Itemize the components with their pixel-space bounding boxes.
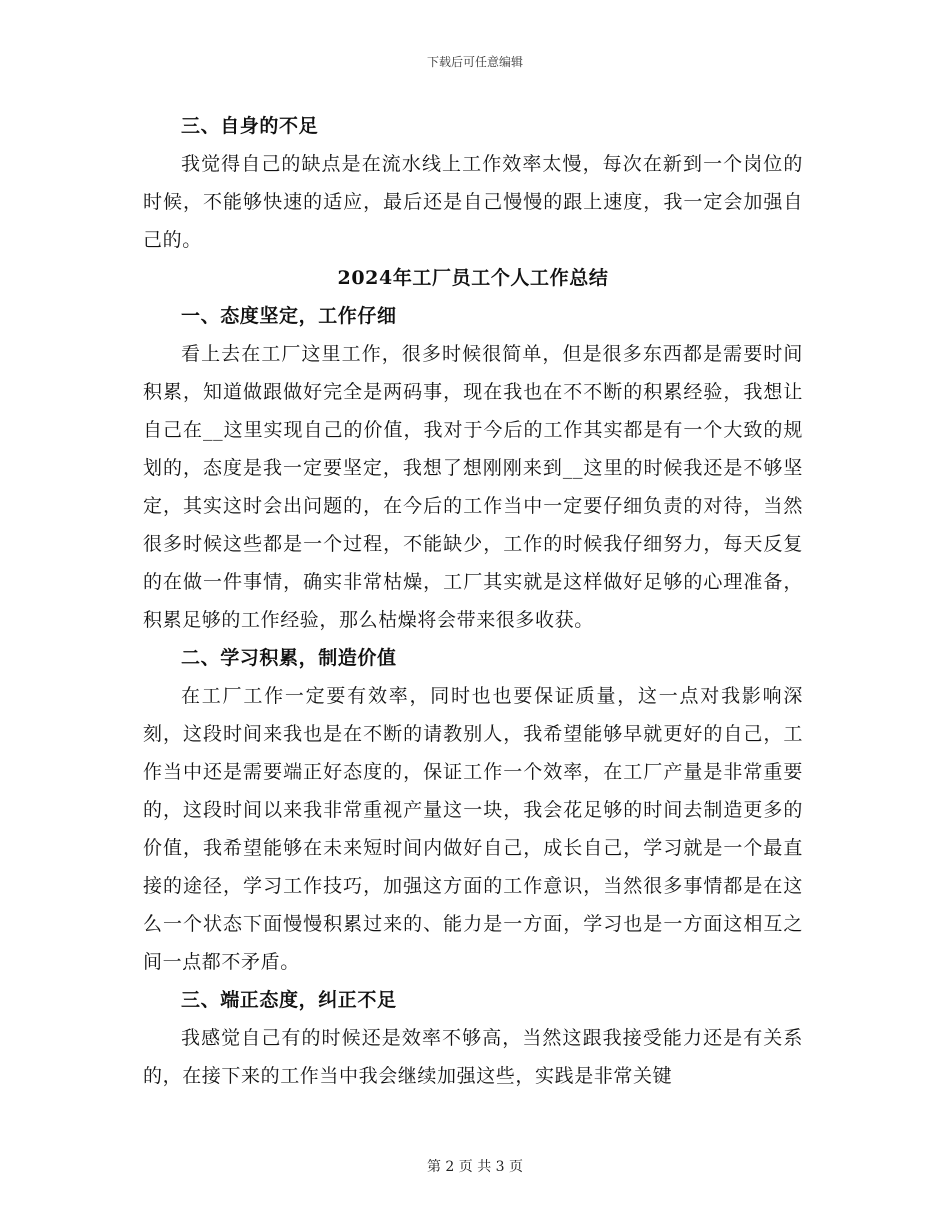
document-title: 2024年工厂员工个人工作总结 bbox=[337, 267, 609, 289]
section-heading-3: 三、端正态度，纠正不足 bbox=[181, 989, 397, 1011]
section-heading-1: 一、态度坚定，工作仔细 bbox=[181, 305, 397, 327]
document-body bbox=[143, 107, 803, 1095]
section-paragraph-1: 看上去在工厂这里工作，很多时候很简单，但是很多东西都是需要时间积累，知道做跟做好完全是两码事，现在我也在不不断的积累经验，我想让自己在__这里实现自己的价值，我对于今后的工作其实都是有一个大致的规划的，态度是我一定要坚定，我想了想刚刚来到__这里的时候我还是不够坚定，其实这时会出问题的，在今后的工作当中一定要仔细负责的对待，当然很多时候这些都是一个过程，不能缺少，工作的时候我仔细努力，每天反复的在做一件事情，确实非常枯燥，工厂其实就是这样做好足够的心理准备，积累足够的工作经验，那么枯燥将会带来很多收获。 bbox=[143, 343, 803, 631]
section-heading-deficiencies: 三、自身的不足 bbox=[181, 115, 319, 137]
page-number-footer: 第 2 页 共 3 页 bbox=[426, 1159, 524, 1175]
page-header-note: 下载后可任意编辑 bbox=[426, 55, 523, 69]
section-paragraph-2: 在工厂工作一定要有效率，同时也也要保证质量，这一点对我影响深刻，这段时间来我也是在不断的请教别人，我希望能够早就更好的自己，工作当中还是需要端正好态度的，保证工作一个效率，在工厂产量是非常重要的，这段时间以来我非常重视产量这一块，我会花足够的时间去制造更多的价值，我希望能够在未来短时间内做好自己，成长自己，学习就是一个最直接的途径，学习工作技巧，加强这方面的工作意识，当然很多事情都是在这么一个状态下面慢慢积累过来的、能力是一方面，学习也是一方面这相互之间一点都不矛盾。 bbox=[143, 685, 803, 973]
section-paragraph-3: 我感觉自己有的时候还是效率不够高，当然这跟我接受能力还是有关系的，在接下来的工作当中我会继续加强这些，实践是非常关键 bbox=[143, 1027, 803, 1087]
section-heading-2: 二、学习积累，制造价值 bbox=[181, 647, 397, 669]
section-paragraph-deficiencies: 我觉得自己的缺点是在流水线上工作效率太慢，每次在新到一个岗位的时候，不能够快速的适应，最后还是自己慢慢的跟上速度，我一定会加强自己的。 bbox=[143, 153, 803, 251]
